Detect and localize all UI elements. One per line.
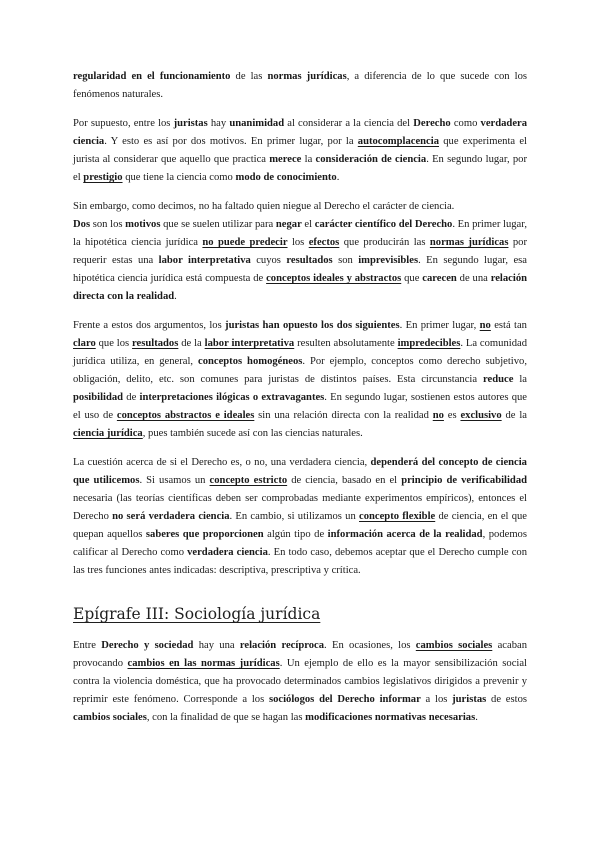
paragraph-s0 [73, 637, 527, 727]
bold-text: resultados [286, 255, 333, 266]
text-run: cuyos [250, 255, 287, 266]
text-run: de ciencia, en el que quepan aquellos [73, 511, 527, 540]
bold-underlined-text: concepto flexible [359, 511, 436, 522]
text-run: son los [90, 219, 126, 230]
bold-text: posibilidad [73, 392, 124, 403]
bold-text: verdadera ciencia [73, 118, 528, 147]
text-run: . Y esto es así por dos motivos. En primer lugar, por la [104, 136, 358, 147]
text-run: que producirán las [339, 237, 430, 248]
bold-text: negar [275, 219, 302, 230]
text-run: . [475, 712, 478, 723]
bold-underlined-text: claro [73, 338, 96, 349]
text-run: de una [456, 273, 491, 284]
text-run: . Por ejemplo, conceptos como derecho subjetivo, obligación, delito, etc. son comunes para juristas de distintos países. Esta circunstancia [73, 356, 527, 385]
bold-text: saberes que proporcionen [145, 529, 264, 540]
text-run: por requerir estas una [73, 237, 527, 266]
text-run: como [450, 118, 481, 129]
text-run: . Un ejemplo de ello es la mayor sensibilización social contra la violencia doméstica, que ha provocado determinados cambios legislativos dirigidos a prevenir y reprimir este fenómeno. Corresponde a los [73, 658, 527, 705]
paragraph-p3 [73, 216, 527, 306]
bold-text: unanimidad [229, 118, 285, 129]
bold-underlined-text: labor interpretativa [204, 338, 295, 349]
text-run: . En cambio, si utilizamos un [229, 511, 360, 522]
section-body [73, 637, 527, 727]
bold-text: consideración de ciencia [315, 154, 427, 165]
text-run: los [287, 237, 309, 248]
paragraph-p5 [73, 454, 527, 580]
text-run: que se suelen utilizar para [160, 219, 276, 230]
text-run: al considerar a la ciencia del [284, 118, 414, 129]
text-run: . Si usamos un [139, 475, 210, 486]
bold-underlined-text: conceptos ideales y abstractos [266, 273, 402, 284]
bold-text: conceptos homogéneos [198, 356, 303, 367]
text-run: sin una relación directa con la realidad [254, 410, 433, 421]
text-run: . La comunidad jurídica utiliza, en general, [73, 338, 528, 367]
bold-text: principio de verificabilidad [401, 475, 528, 486]
text-run: que [401, 273, 423, 284]
bold-underlined-text: prestigio [83, 172, 123, 183]
text-run: resulten absolutamente [294, 338, 398, 349]
bold-text: no será verdadera ciencia [112, 511, 230, 522]
section-heading: Epígrafe III: Sociología jurídica [73, 605, 321, 623]
text-run: , a diferencia de lo que sucede con los fenómenos naturales. [73, 71, 528, 100]
text-run: . [336, 172, 340, 183]
text-run: Entre [73, 640, 102, 651]
bold-text: juristas [452, 694, 487, 705]
text-run: son [332, 255, 359, 266]
text-run: . [174, 291, 177, 302]
bold-underlined-text: exclusivo [460, 410, 502, 421]
bold-text: juristas han opuesto los dos siguientes [225, 320, 400, 331]
text-run: , con la finalidad de que se hagan las [146, 712, 306, 723]
text-run: . En todo caso, debemos aceptar que el Derecho cumple con las tres funciones antes indicadas: descriptiva, prescriptiva y crítica. [73, 547, 527, 576]
text-run: la [301, 154, 316, 165]
text-run: . En primer lugar, la hipotética ciencia jurídica [73, 219, 527, 248]
text-run: que los [95, 338, 133, 349]
text-run: de la [501, 410, 527, 421]
bold-underlined-text: no [432, 410, 444, 421]
bold-text: imprevisibles [358, 255, 419, 266]
body-text [73, 68, 527, 580]
bold-text: motivos [125, 219, 161, 230]
text-run: que tiene la ciencia como [122, 172, 236, 183]
text-run: Sin embargo, como decimos, no ha faltado quien niegue al Derecho el carácter de ciencia. [73, 201, 455, 212]
text-run: . En segundo lugar, sostienen estos autores que el uso de [73, 392, 528, 421]
bold-text: labor interpretativa [158, 255, 251, 266]
text-run: Por supuesto, entre los [73, 118, 174, 129]
text-run: , pues también sucede así con las ciencias naturales. [142, 428, 363, 439]
text-run: de las [230, 71, 268, 82]
text-run: de ciencia, basado en el [287, 475, 402, 486]
bold-underlined-text: ciencia jurídica [73, 428, 143, 439]
bold-text: carácter científico del Derecho [314, 219, 453, 230]
text-run: de estos [486, 694, 527, 705]
text-run: Frente a estos dos argumentos, los [73, 320, 226, 331]
bold-text: Dos [73, 219, 91, 230]
paragraph-p0 [73, 68, 527, 104]
bold-underlined-text: normas jurídicas [429, 237, 509, 248]
bold-underlined-text: cambios sociales [415, 640, 493, 651]
bold-text: relación directa con la realidad [73, 273, 528, 302]
bold-underlined-text: no puede predecir [202, 237, 288, 248]
bold-text: cambios sociales [73, 712, 147, 723]
bold-text: regularidad en el funcionamiento [73, 71, 231, 82]
text-run: La cuestión acerca de si el Derecho es, o no, una verdadera ciencia, [73, 457, 371, 468]
bold-underlined-text: autocomplacencia [357, 136, 439, 147]
bold-text: juristas [173, 118, 208, 129]
paragraph-p4 [73, 317, 527, 443]
text-run: que experimenta el jurista al considerar que aquello que practica [73, 136, 527, 165]
bold-underlined-text: resultados [132, 338, 179, 349]
text-run: de la [178, 338, 205, 349]
text-run: . En ocasiones, los [324, 640, 416, 651]
bold-text: merece [269, 154, 302, 165]
text-run: hay una [193, 640, 240, 651]
bold-text: carecen [422, 273, 457, 284]
text-run: el [301, 219, 315, 230]
text-run: , podemos calificar al Derecho como [73, 529, 527, 558]
bold-text: dependerá del concepto de ciencia que utilicemos [73, 457, 527, 486]
bold-text: reduce [483, 374, 514, 385]
bold-underlined-text: cambios en las normas jurídicas [127, 658, 280, 669]
text-run: acaban provocando [73, 640, 527, 669]
bold-text: Derecho [413, 118, 451, 129]
text-run: algún tipo de [263, 529, 328, 540]
text-run: está tan [490, 320, 527, 331]
bold-text: informar [379, 694, 421, 705]
paragraph-p2 [73, 198, 527, 216]
paragraph-p1 [73, 115, 527, 187]
bold-text: interpretaciones ilógicas o extravagantes [139, 392, 325, 403]
text-run: necesaria (las teorías científicas deben ser comprobadas mediante experimentos empíricos), entonces el Derecho [73, 493, 527, 522]
bold-text: sociólogos del Derecho [268, 694, 375, 705]
text-run: . En primer lugar, [399, 320, 480, 331]
bold-underlined-text: efectos [308, 237, 340, 248]
text-run: hay [207, 118, 230, 129]
bold-text: verdadera ciencia [187, 547, 268, 558]
bold-text: normas jurídicas [267, 71, 347, 82]
text-run: . En segundo lugar, por el [73, 154, 527, 183]
bold-text: relación recíproca [239, 640, 325, 651]
bold-underlined-text: no [479, 320, 491, 331]
text-run: a los [420, 694, 453, 705]
text-run: de [123, 392, 140, 403]
text-run: la [513, 374, 527, 385]
bold-text: modificaciones normativas necesarias [305, 712, 476, 723]
text-run: . En segundo lugar, esa hipotética ciencia jurídica está compuesta de [73, 255, 527, 284]
bold-underlined-text: concepto estricto [209, 475, 288, 486]
bold-text: información acerca de la realidad [327, 529, 483, 540]
bold-underlined-text: impredecibles [397, 338, 461, 349]
bold-text: modo de conocimiento [235, 172, 337, 183]
text-run: es [443, 410, 461, 421]
bold-underlined-text: conceptos abstractos e ideales [116, 410, 255, 421]
bold-text: Derecho y sociedad [101, 640, 194, 651]
